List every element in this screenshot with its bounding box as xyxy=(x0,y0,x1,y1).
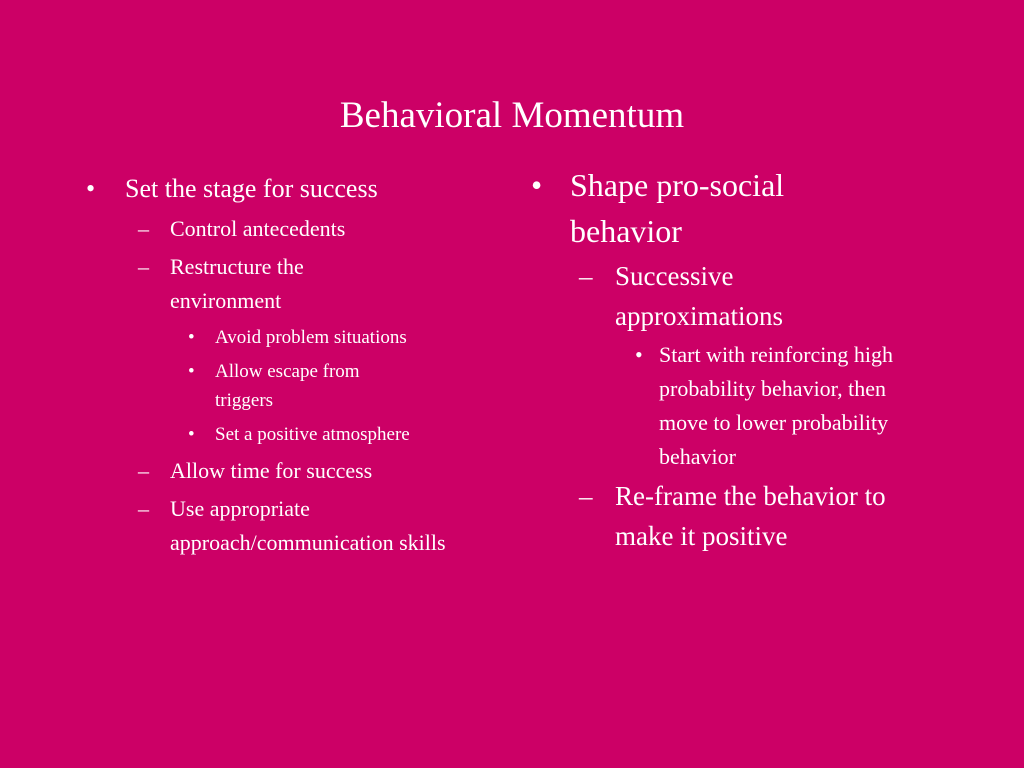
dash-marker: – xyxy=(579,481,593,511)
sub-sub-item-text: Set a positive atmosphere xyxy=(215,424,410,445)
sub-sub-item-text: Avoid problem situations xyxy=(215,327,407,348)
bullet-marker: • xyxy=(531,167,543,203)
bullet-text: Shape pro-social behavior xyxy=(570,167,785,249)
sub-item-restructure-environment xyxy=(138,250,380,318)
bullet-shape-pro-social xyxy=(531,162,860,254)
sub-item-reframe-behavior xyxy=(579,476,935,556)
sub-sub-item-text: Start with reinforcing high probability behavior, then move to lower probability behavior xyxy=(659,342,894,469)
sub-item-control-antecedents xyxy=(138,212,496,246)
sub-item-text: Re-frame the behavior to make it positive xyxy=(615,481,886,551)
dash-marker: – xyxy=(138,496,149,521)
slide-title: Behavioral Momentum xyxy=(339,95,685,136)
sub-sub-item-text: Allow escape from triggers xyxy=(215,361,360,411)
sub-sub-item-positive-atmosphere xyxy=(188,419,496,450)
sub-item-text: Restructure the environment xyxy=(170,254,304,313)
sub-item-allow-time xyxy=(138,454,496,488)
bullet-marker: • xyxy=(188,361,195,382)
sub-item-text: Use appropriate approach/communication skills xyxy=(170,496,446,555)
sub-item-text: Allow time for success xyxy=(170,458,373,483)
sub-sub-item-start-reinforcing xyxy=(635,338,929,474)
right-column xyxy=(531,162,951,558)
bullet-marker: • xyxy=(86,174,96,203)
dash-marker: – xyxy=(138,254,149,279)
dash-marker: – xyxy=(138,216,149,241)
dash-marker: – xyxy=(579,261,593,291)
bullet-text: Set the stage for success xyxy=(125,174,378,203)
bullet-marker: • xyxy=(188,424,195,445)
dash-marker: – xyxy=(138,458,149,483)
sub-item-text: Successive approximations xyxy=(615,261,783,331)
bullet-marker: • xyxy=(188,327,195,348)
sub-sub-item-avoid-problem xyxy=(188,322,496,353)
bullet-set-the-stage xyxy=(86,170,496,208)
sub-item-successive-approximations xyxy=(579,256,855,336)
sub-sub-item-allow-escape xyxy=(188,357,395,415)
bullet-marker: • xyxy=(635,342,643,367)
sub-item-appropriate-approach xyxy=(138,492,470,560)
left-column xyxy=(86,170,496,564)
sub-item-text: Control antecedents xyxy=(170,216,346,241)
